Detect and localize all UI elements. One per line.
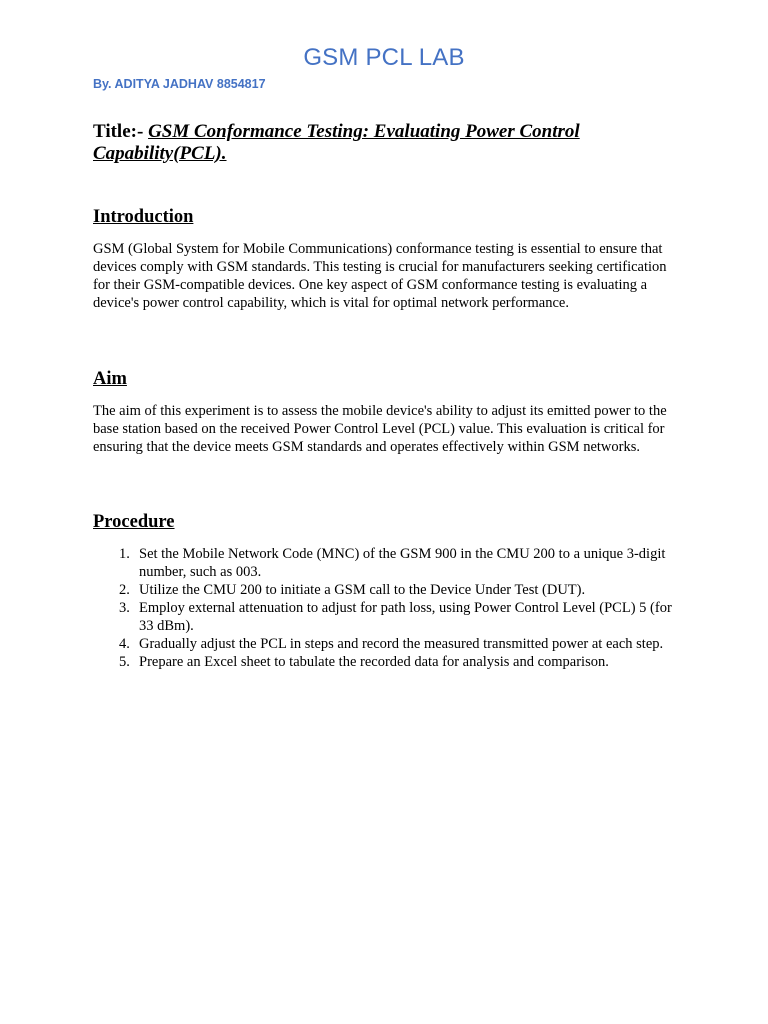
introduction-paragraph: GSM (Global System for Mobile Communications) conformance testing is essential to ensure that devices comply with GSM standards. This testing is crucial for manufacturers seeking certification for their GSM-compatible devices. One key aspect of GSM conformance testing is evaluating a device's power control capability, which is vital for optimal network performance. xyxy=(93,241,667,311)
step-number: 3. xyxy=(119,600,130,616)
step-text: Gradually adjust the PCL in steps and record the measured transmitted power at each step. xyxy=(139,636,664,652)
step-number: 2. xyxy=(119,582,130,598)
title-block xyxy=(93,121,683,165)
step-number: 5. xyxy=(119,654,130,670)
author-line: By. ADITYA JADHAV 8854817 xyxy=(93,77,266,91)
document-heading: GSM PCL LAB xyxy=(303,44,465,71)
title-label: Title:- xyxy=(93,121,144,142)
step-text: Employ external attenuation to adjust for path loss, using Power Control Level (PCL) 5 (for 33 dBm). xyxy=(139,600,672,634)
aim-heading: Aim xyxy=(93,369,127,389)
title-text: GSM Conformance Testing: Evaluating Power Control Capability(PCL). xyxy=(93,121,580,164)
step-number: 4. xyxy=(119,636,130,652)
step-text: Utilize the CMU 200 to initiate a GSM call to the Device Under Test (DUT). xyxy=(139,582,586,598)
procedure-step xyxy=(93,653,683,671)
procedure-step xyxy=(93,635,683,653)
introduction-heading: Introduction xyxy=(93,207,194,227)
step-number: 1. xyxy=(119,546,130,562)
step-text: Set the Mobile Network Code (MNC) of the GSM 900 in the CMU 200 to a unique 3-digit number, such as 003. xyxy=(139,546,666,580)
procedure-step xyxy=(93,545,683,581)
aim-paragraph: The aim of this experiment is to assess the mobile device's ability to adjust its emitted power to the base station based on the received Power Control Level (PCL) value. This evaluation is critical for ensuring that the device meets GSM standards and operates effectively within GSM networks. xyxy=(93,403,667,455)
procedure-step xyxy=(93,581,683,599)
step-text: Prepare an Excel sheet to tabulate the recorded data for analysis and comparison. xyxy=(139,654,609,670)
procedure-list xyxy=(93,545,683,671)
procedure-heading: Procedure xyxy=(93,512,175,532)
procedure-step xyxy=(93,599,683,635)
